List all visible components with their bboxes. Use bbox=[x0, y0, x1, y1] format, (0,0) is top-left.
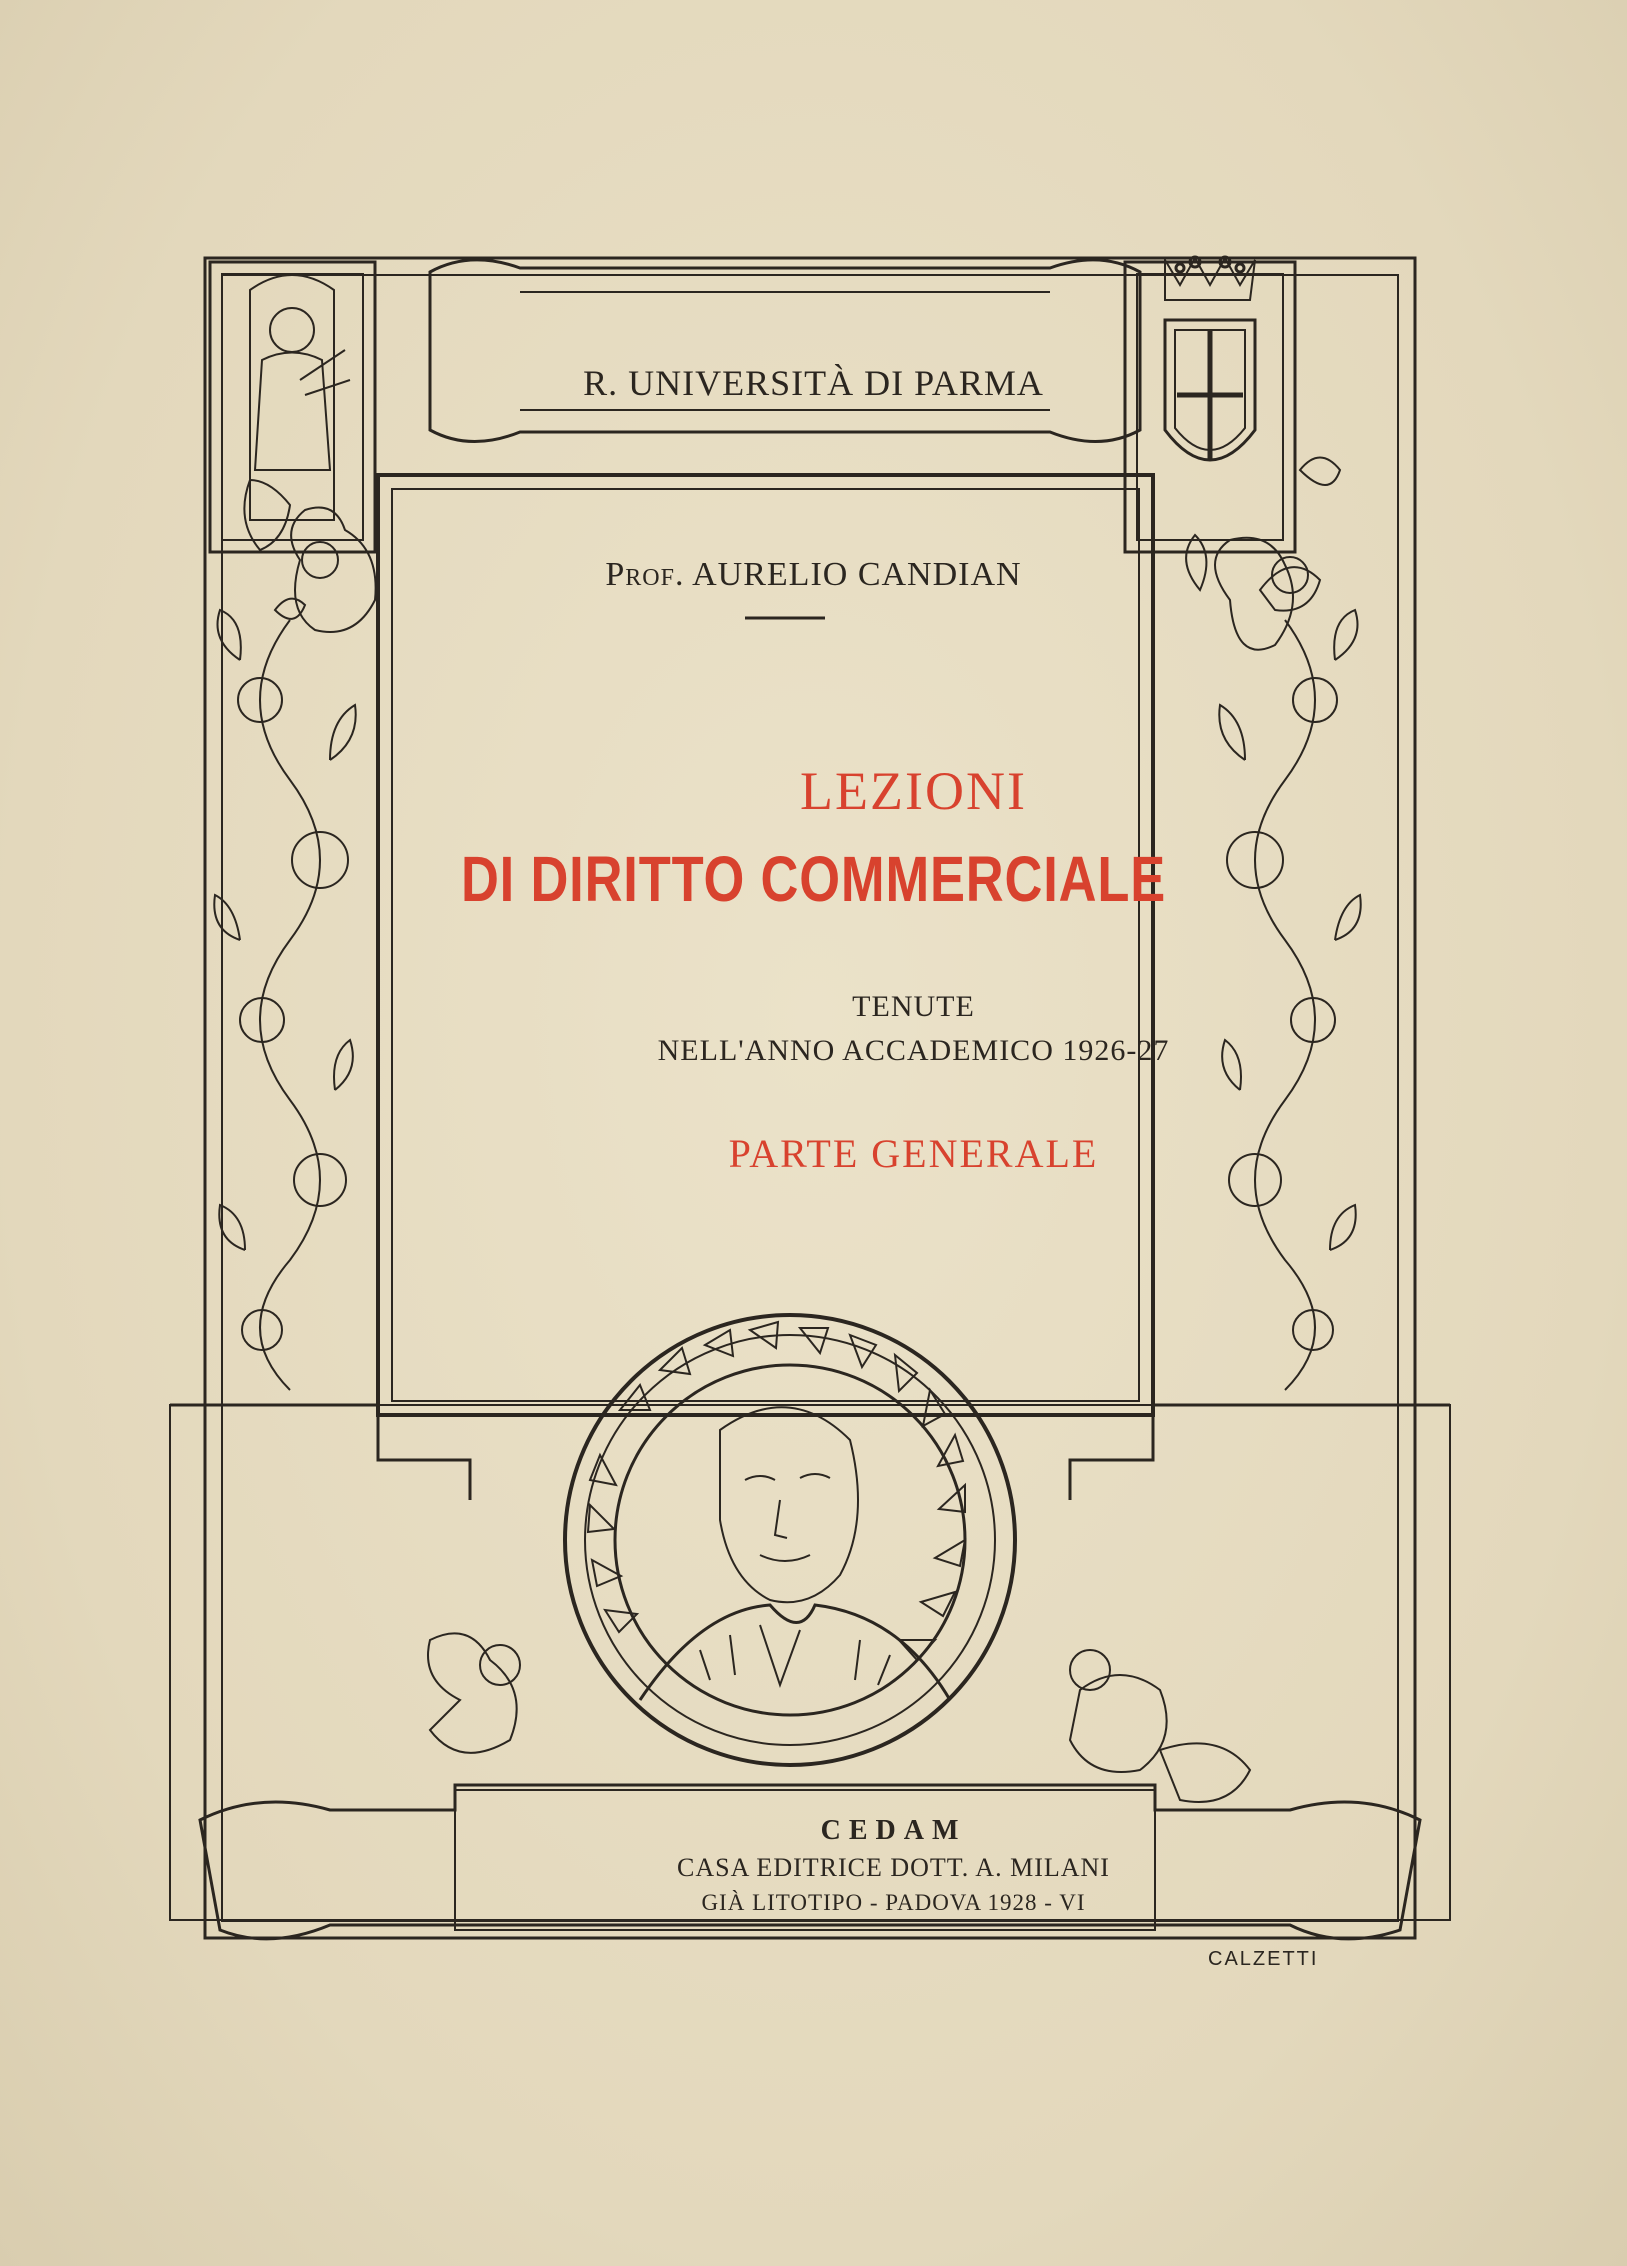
publisher-name: CEDAM bbox=[820, 1815, 967, 1846]
title-line-1: LEZIONI bbox=[800, 761, 1027, 821]
university-heading: R. UNIVERSITÀ DI PARMA bbox=[583, 363, 1044, 403]
artist-signature: CALZETTI bbox=[1208, 1948, 1319, 1970]
subtitle-line-1: TENUTE bbox=[852, 990, 975, 1023]
publisher-line-2: CASA EDITRICE DOTT. A. MILANI bbox=[677, 1853, 1110, 1882]
saint-portrait-panel bbox=[210, 262, 375, 552]
part-heading: PARTE GENERALE bbox=[728, 1131, 1099, 1176]
putto-lower-left bbox=[428, 1633, 517, 1753]
author-line bbox=[0, 556, 1627, 594]
author-name: AURELIO CANDIAN bbox=[692, 556, 1022, 593]
publisher-line-3: GIÀ LITOTIPO - PADOVA 1928 - VI bbox=[701, 1890, 1086, 1915]
outer-frame-border bbox=[205, 258, 1415, 1938]
inner-text-panel bbox=[378, 475, 1153, 1415]
author-prefix: Prof. bbox=[605, 556, 685, 593]
title-line-2: DI DIRITTO COMMERCIALE bbox=[460, 843, 1167, 915]
portrait-bust bbox=[720, 1407, 858, 1602]
subtitle-line-2: NELL'ANNO ACCADEMICO 1926-27 bbox=[657, 1034, 1170, 1067]
top-banner-scroll bbox=[430, 260, 1140, 442]
